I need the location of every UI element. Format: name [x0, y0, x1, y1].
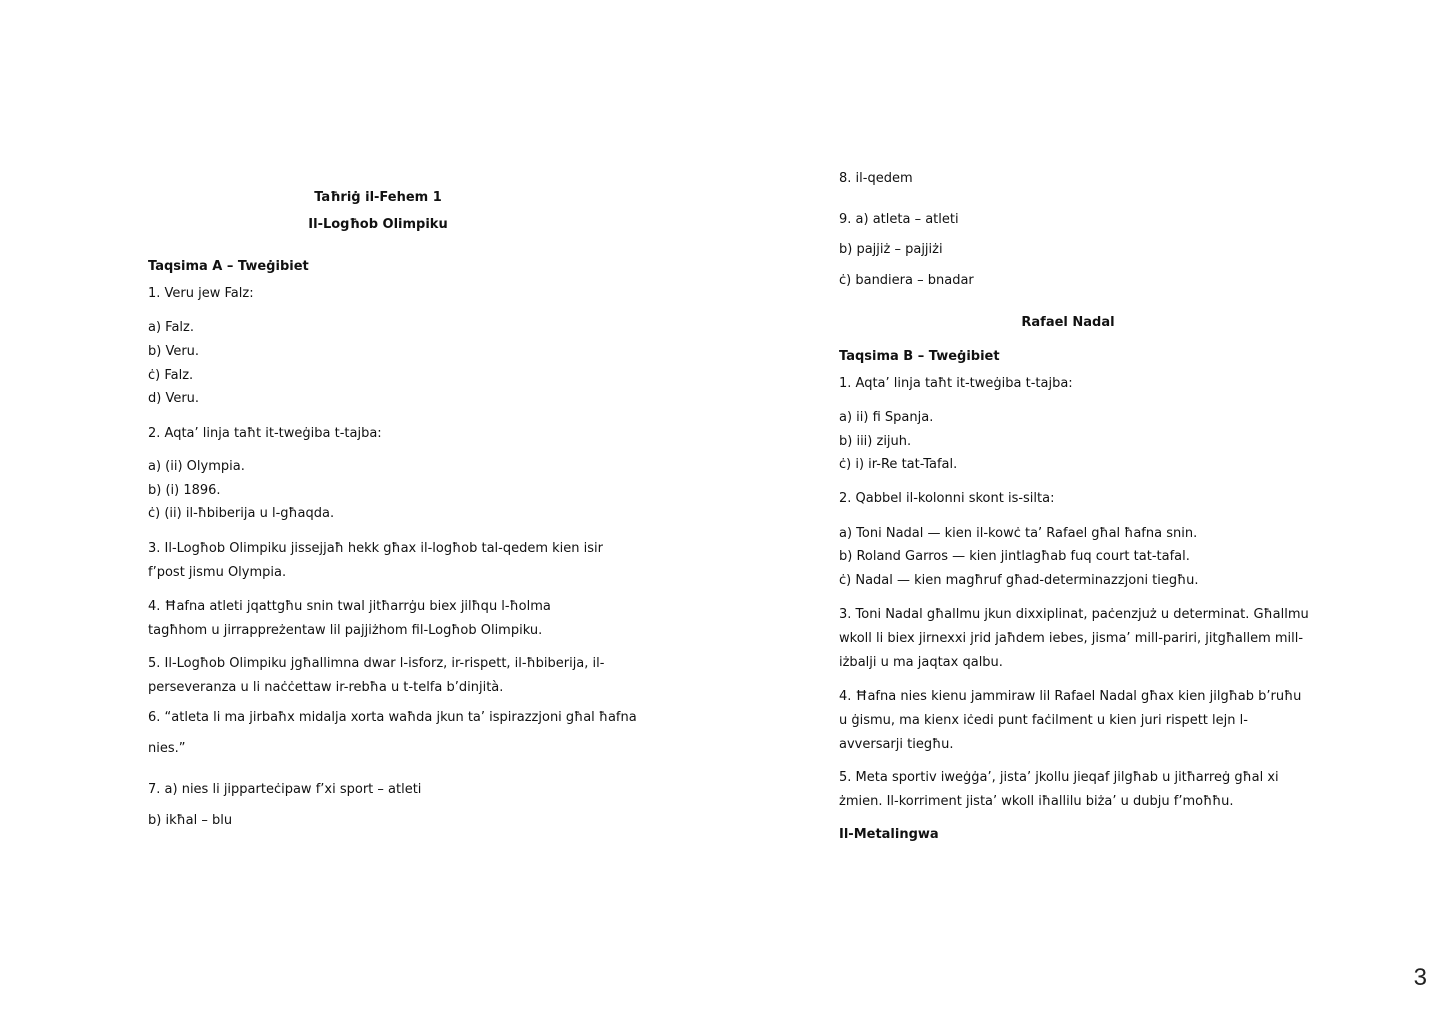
answer-b2b: b) Roland Garros — kien jintlagħab fuq court tat-tafal. — [839, 549, 1190, 564]
answer-2b: b) (i) 1896. — [148, 483, 221, 498]
answer-6-line2: nies.” — [148, 741, 186, 756]
rafael-nadal-title: Rafael Nadal — [1021, 315, 1115, 330]
answer-9b: b) pajjiż – pajjiżi — [839, 242, 943, 257]
section-b-heading: Taqsima B – Tweġibiet — [839, 349, 1000, 364]
answer-b4: 4. Ħafna nies kienu jammiraw lil Rafael Nadal għax kien jilgħab b’ruħu u ġismu, ma kienx iċedi punt faċilment u kien juri rispett lejn l-avversarji tiegħu. — [839, 689, 1302, 752]
answer-b1a: a) ii) fi Spanja. — [839, 410, 934, 425]
answer-5: 5. Il-Logħob Olimpiku jgħallimna dwar l-isforz, ir-rispett, il-ħbiberija, il-perseveranza u li naċċettaw ir-rebħa u t-telfa b’dinjità. — [148, 656, 605, 695]
answer-9a: 9. a) atleta – atleti — [839, 212, 959, 227]
answer-b3: 3. Toni Nadal għallmu jkun dixxiplinat, paċenzjuż u determinat. Għallmu wkoll li biex jirnexxi jrid jaħdem iebes, jisma’ mill-pariri, jitgħallem mill-iżbalji u ma jaqtax qalbu. — [839, 607, 1309, 670]
answer-2c: ċ) (ii) il-ħbiberija u l-għaqda. — [148, 506, 335, 521]
answer-2a: a) (ii) Olympia. — [148, 459, 245, 474]
metalingwa-heading: Il-Metalingwa — [839, 827, 939, 842]
exercise-subtitle: Il-Logħob Olimpiku — [308, 217, 448, 232]
section-a-heading: Taqsima A – Tweġibiet — [148, 259, 309, 274]
page-number: 3 — [1413, 964, 1427, 991]
question-1: 1. Veru jew Falz: — [148, 286, 254, 301]
answer-3: 3. Il-Logħob Olimpiku jissejjaħ hekk għax il-logħob tal-qedem kien isir f’post jismu Olympia. — [148, 541, 603, 580]
question-b2: 2. Qabbel il-kolonni skont is-silta: — [839, 491, 1055, 506]
answer-4: 4. Ħafna atleti jqattgħu snin twal jitħarrġu biex jilħqu l-ħolma tagħhom u jirrappreżentaw lil pajjiżhom fil-Logħob Olimpiku. — [148, 599, 551, 638]
answer-b2c: ċ) Nadal — kien magħruf għad-determinazzjoni tiegħu. — [839, 573, 1199, 588]
answer-7b: b) ikħal – blu — [148, 813, 233, 828]
answer-9c: ċ) bandiera – bnadar — [839, 273, 974, 288]
exercise-title: Taħriġ il-Fehem 1 — [314, 190, 442, 205]
question-2: 2. Aqta’ linja taħt it-tweġiba t-tajba: — [148, 426, 382, 441]
answer-1d: d) Veru. — [148, 391, 200, 406]
answer-b5: 5. Meta sportiv iweġġa’, jista’ jkollu jieqaf jilgħab u jitħarreġ għal xi żmien. Il-korriment jista’ wkoll iħallilu biża’ u dubju f’moħħu. — [839, 770, 1279, 809]
answer-6-line1: 6. “atleta li ma jirbaħx midalja xorta waħda jkun ta’ ispirazzjoni għal ħafna — [148, 710, 637, 725]
answer-1b: b) Veru. — [148, 344, 200, 359]
answer-7a: 7. a) nies li jipparteċipaw f’xi sport – atleti — [148, 782, 422, 797]
question-b1: 1. Aqta’ linja taħt it-tweġiba t-tajba: — [839, 376, 1073, 391]
answer-1c: ċ) Falz. — [148, 368, 194, 383]
answer-8: 8. il-qedem — [839, 171, 913, 186]
answer-b2a: a) Toni Nadal — kien il-kowċ ta’ Rafael għal ħafna snin. — [839, 526, 1198, 541]
answer-b1b: b) iii) zijuh. — [839, 434, 912, 449]
answer-b1c: ċ) i) ir-Re tat-Tafal. — [839, 457, 958, 472]
answer-1a: a) Falz. — [148, 320, 194, 335]
